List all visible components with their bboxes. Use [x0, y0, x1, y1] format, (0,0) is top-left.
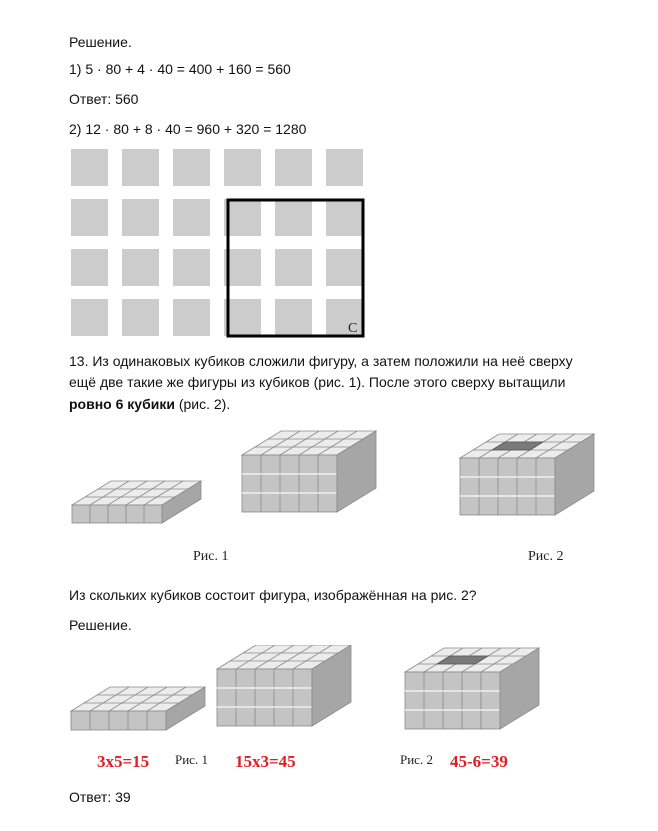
- calc-layer-count: 3x5=15: [97, 752, 150, 771]
- calculation-line-1: 1) 5 · 80 + 4 · 40 = 400 + 160 = 560: [69, 61, 291, 77]
- problem-text-rest: (рис. 2).: [174, 396, 231, 412]
- grid-square: [326, 249, 363, 286]
- grid-square: [275, 199, 312, 236]
- grid-square: [326, 299, 363, 336]
- solution-header: Решение.: [69, 34, 132, 50]
- solution-three-layer-block: [217, 645, 351, 726]
- grid-square: [122, 249, 159, 286]
- grid-square: [224, 249, 261, 286]
- grid-square: [71, 199, 108, 236]
- three-layer-block-with-removed-cubes: [460, 434, 594, 515]
- calculation-line-2: 2) 12 · 80 + 8 · 40 = 960 + 320 = 1280: [69, 121, 307, 137]
- grid-square: [122, 299, 159, 336]
- corner-label: C: [348, 321, 358, 336]
- grid-square: [122, 149, 159, 186]
- final-answer: Ответ: 39: [69, 789, 131, 805]
- figure-1-caption: Рис. 1: [193, 549, 229, 564]
- grid-square: [173, 249, 210, 286]
- solution-single-layer-block: [71, 687, 205, 730]
- grid-square: [71, 249, 108, 286]
- figure-2-caption: Рис. 2: [528, 549, 564, 564]
- grid-square: [275, 249, 312, 286]
- problem-bold-phrase: ровно 6 кубики: [69, 396, 175, 412]
- grid-square: [224, 199, 261, 236]
- problem-text-line-3: [69, 395, 230, 413]
- grid-square: [326, 149, 363, 186]
- answer-1: Ответ: 560: [69, 91, 139, 107]
- grid-square: [122, 199, 159, 236]
- solution-figure-1-caption: Рис. 1: [175, 752, 208, 767]
- solution-figure-cube-blocks: [0, 645, 658, 755]
- problem-text-line-1: 13. Из одинаковых кубиков сложили фигуру, а затем положили на неё сверху: [69, 353, 573, 369]
- single-layer-block: [72, 481, 201, 523]
- grid-square: [326, 199, 363, 236]
- grid-square: [71, 299, 108, 336]
- grid-square: [173, 299, 210, 336]
- grid-square: [173, 149, 210, 186]
- solution-header-2: Решение.: [69, 617, 132, 633]
- question-text: Из скольких кубиков состоит фигура, изображённая на рис. 2?: [69, 587, 477, 603]
- square-grid-figure: [66, 145, 371, 340]
- problem-text-line-2: ещё две такие же фигуры из кубиков (рис. 1). После этого сверху вытащили: [69, 374, 566, 390]
- calc-total-cubes: 15x3=45: [235, 752, 296, 771]
- grid-square: [71, 149, 108, 186]
- grid-square: [275, 149, 312, 186]
- grid-square: [275, 299, 312, 336]
- solution-block-with-removed-cubes: [405, 648, 539, 729]
- solution-figure-2-caption: Рис. 2: [400, 752, 433, 767]
- grid-square: [224, 299, 261, 336]
- calc-remaining-cubes: 45-6=39: [450, 752, 508, 771]
- grid-square: [224, 149, 261, 186]
- three-layer-block: [242, 431, 376, 512]
- grid-square: [173, 199, 210, 236]
